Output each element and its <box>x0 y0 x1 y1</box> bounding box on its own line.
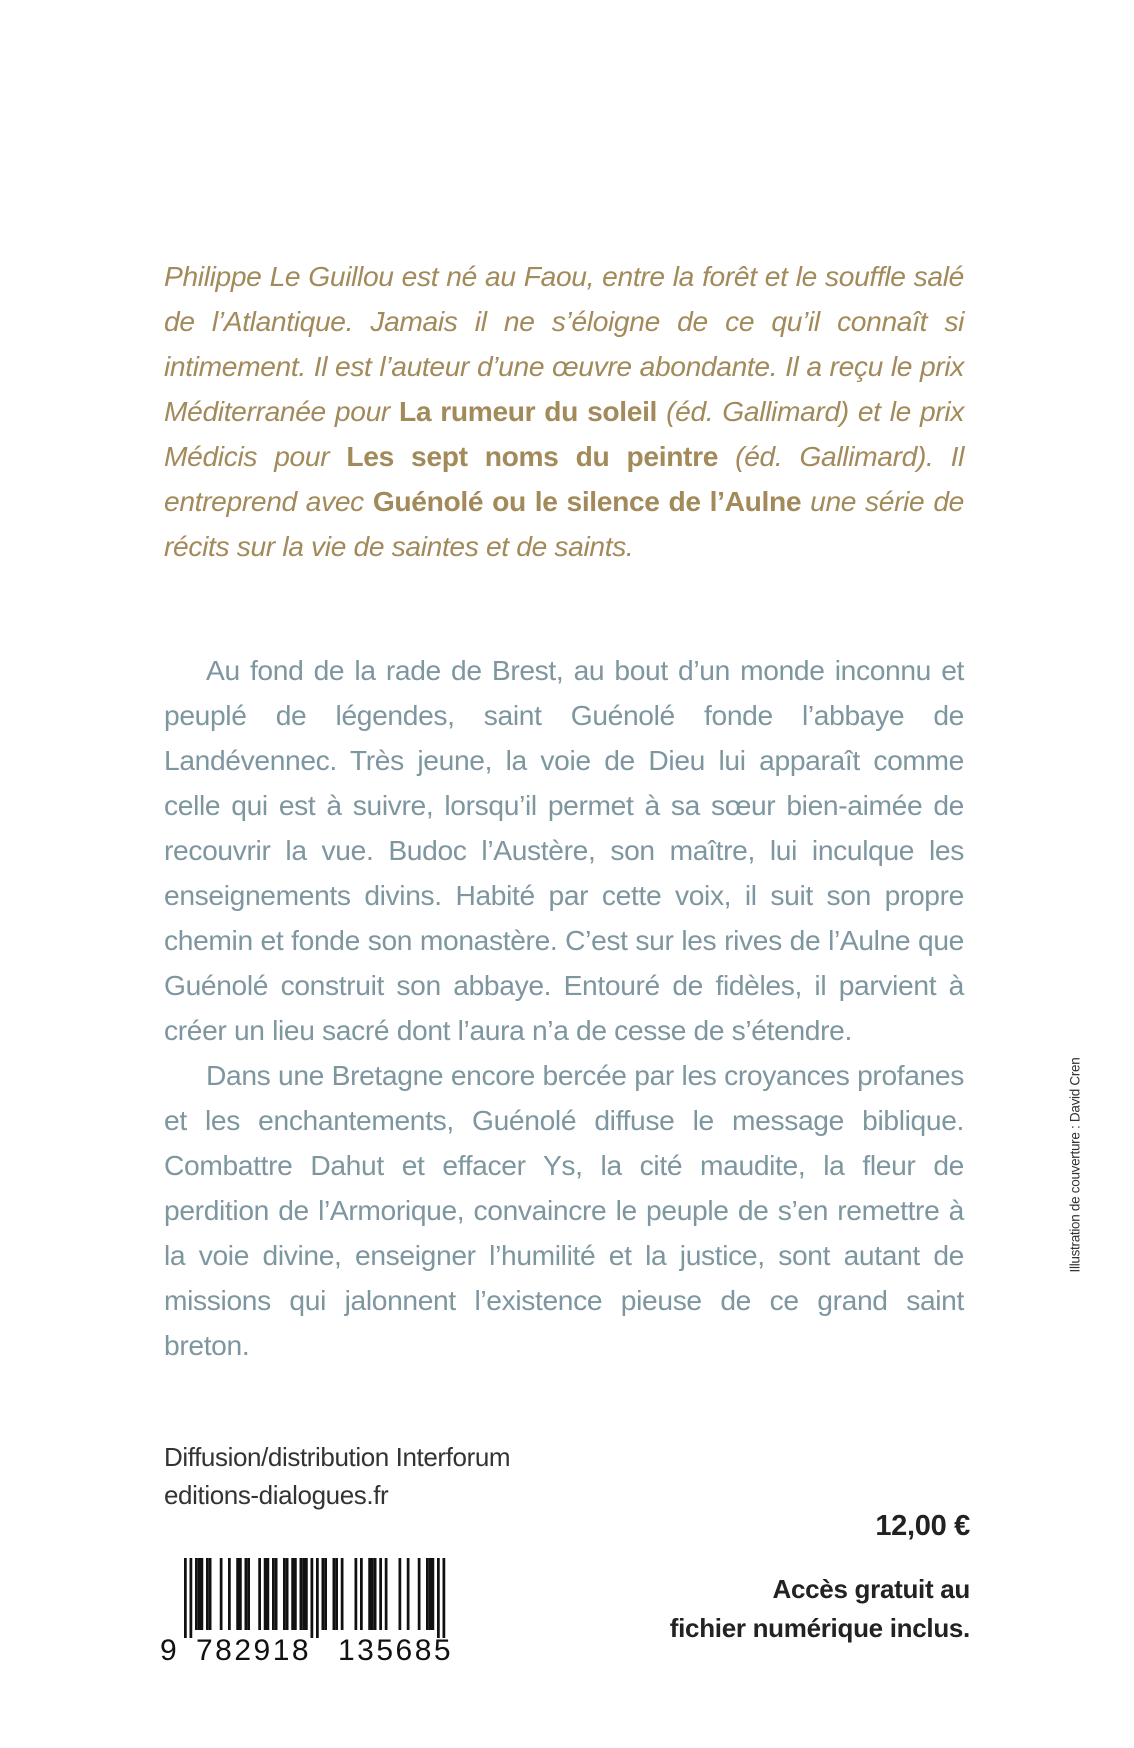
bio-text-3: (éd. Gallimard). Il entreprend avec <box>164 440 964 517</box>
barcode-bar <box>184 1558 187 1638</box>
barcode-bar <box>407 1558 410 1630</box>
barcode-bar <box>286 1558 289 1630</box>
bio-text-4: une série de récits sur la vie de saintes et de saints. <box>164 485 964 562</box>
barcode-bar <box>206 1558 209 1630</box>
distribution-info <box>164 1438 510 1514</box>
barcode-bar <box>418 1558 421 1630</box>
barcode-bar <box>283 1558 286 1630</box>
isbn-group-1: 782918 <box>196 1634 312 1667</box>
barcode-bar <box>333 1558 336 1630</box>
access-line-2: fichier numérique inclus. <box>669 1613 970 1643</box>
barcode-bar <box>272 1558 275 1630</box>
isbn-group-2: 135685 <box>338 1634 454 1667</box>
barcode-bar <box>341 1558 344 1630</box>
barcode-bar <box>195 1558 198 1630</box>
barcode-bar <box>190 1558 193 1638</box>
barcode-bar <box>379 1558 382 1630</box>
barcode-bar <box>355 1558 358 1630</box>
barcode-bar <box>275 1558 278 1630</box>
barcode-bar <box>258 1558 261 1630</box>
summary-paragraph-2: Dans une Bretagne encore bercée par les croyances profanes et les enchantements, Guénolé diffuse le message biblique. Combattre Dahut et effacer Ys, la cité maudite, la fleur de perdition de l’Armorique, convaincre le peuple de s’en remettre à la voie divine, enseigner l’humilité et la justice, sont autant de missions qui jalonnent l’existence pieuse de ce grand saint breton. <box>164 1059 964 1361</box>
barcode-bar <box>245 1558 248 1630</box>
barcode-bar <box>267 1558 270 1630</box>
barcode-bar <box>432 1558 435 1630</box>
barcode-bar <box>429 1558 432 1630</box>
barcode-bar <box>305 1558 308 1630</box>
barcode-bar <box>335 1558 338 1630</box>
barcode-bar <box>443 1558 446 1638</box>
barcode-bar <box>228 1558 231 1630</box>
bio-title-la-rumeur-du-soleil: La rumeur du soleil <box>399 395 658 427</box>
barcode-bar <box>374 1558 377 1630</box>
price: 12,00 € <box>875 1510 970 1542</box>
barcode-bar <box>198 1558 201 1630</box>
barcode-bar <box>209 1558 212 1630</box>
barcode-bar <box>291 1558 294 1630</box>
barcode-bar <box>437 1558 440 1638</box>
barcode-bar <box>264 1558 267 1630</box>
publisher-website: editions-dialogues.fr <box>164 1480 389 1510</box>
bio-title-guenole: Guénolé ou le silence de l’Aulne <box>372 485 802 517</box>
barcode-bar <box>368 1558 371 1630</box>
bio-title-les-sept-noms: Les sept noms du peintre <box>346 440 719 472</box>
isbn-number <box>160 1634 480 1668</box>
barcode-bar <box>385 1558 388 1630</box>
barcode-bar <box>324 1558 327 1630</box>
isbn-first-digit: 9 <box>160 1634 177 1667</box>
barcode-bar <box>322 1558 325 1630</box>
digital-access-note <box>670 1570 970 1648</box>
barcode-bar <box>302 1558 305 1630</box>
barcode-bar <box>360 1558 363 1630</box>
book-summary <box>164 648 964 1368</box>
bio-text-2: (éd. Gallimard) et le prix Médicis pour <box>164 395 964 472</box>
barcode-bar <box>294 1558 297 1630</box>
barcode-bar <box>201 1558 204 1630</box>
barcode-bar <box>300 1558 303 1630</box>
barcode-bar <box>399 1558 402 1630</box>
barcode-bar <box>316 1558 319 1638</box>
barcode-bar <box>371 1558 374 1630</box>
summary-paragraph-1: Au fond de la rade de Brest, au bout d’un monde inconnu et peuplé de légendes, saint Guénolé fonde l’abbaye de Landévennec. Très jeune, la voie de Dieu lui apparaît comme celle qui est à suivre, lorsqu’il permet à sa sœur bien-aimée de recouvrir la vue. Budoc l’Austère, son maître, lui inculque les enseignements divins. Habité par cette voix, il suit son propre chemin et fonde son monastère. C’est sur les rives de l’Aulne que Guénolé construit son abbaye. Entouré de fidèles, il parvient à créer un lieu sacré dont l’aura n’a de cesse de s’étendre. <box>164 654 964 1046</box>
access-line-1: Accès gratuit au <box>772 1574 970 1604</box>
bio-text-1: Philippe Le Guillou est né au Faou, entre la forêt et le souffle salé de l’Atlantique. Jamais il ne s’éloigne de ce qu’il connaît si intimement. Il est l’auteur d’une œuvre abondante. Il a reçu le prix Méditerranée pour <box>164 260 964 427</box>
illustration-credit: Illustration de couverture : David Cren <box>1067 1057 1083 1273</box>
barcode-bar <box>426 1558 429 1630</box>
barcode-bar <box>236 1558 239 1630</box>
author-bio <box>164 254 964 569</box>
barcode-bar <box>311 1558 314 1638</box>
barcode-bar <box>247 1558 250 1630</box>
distribution-line: Diffusion/distribution Interforum <box>164 1442 511 1472</box>
barcode-bars <box>160 1558 460 1638</box>
barcode-bar <box>220 1558 223 1630</box>
barcode-bar <box>239 1558 242 1630</box>
